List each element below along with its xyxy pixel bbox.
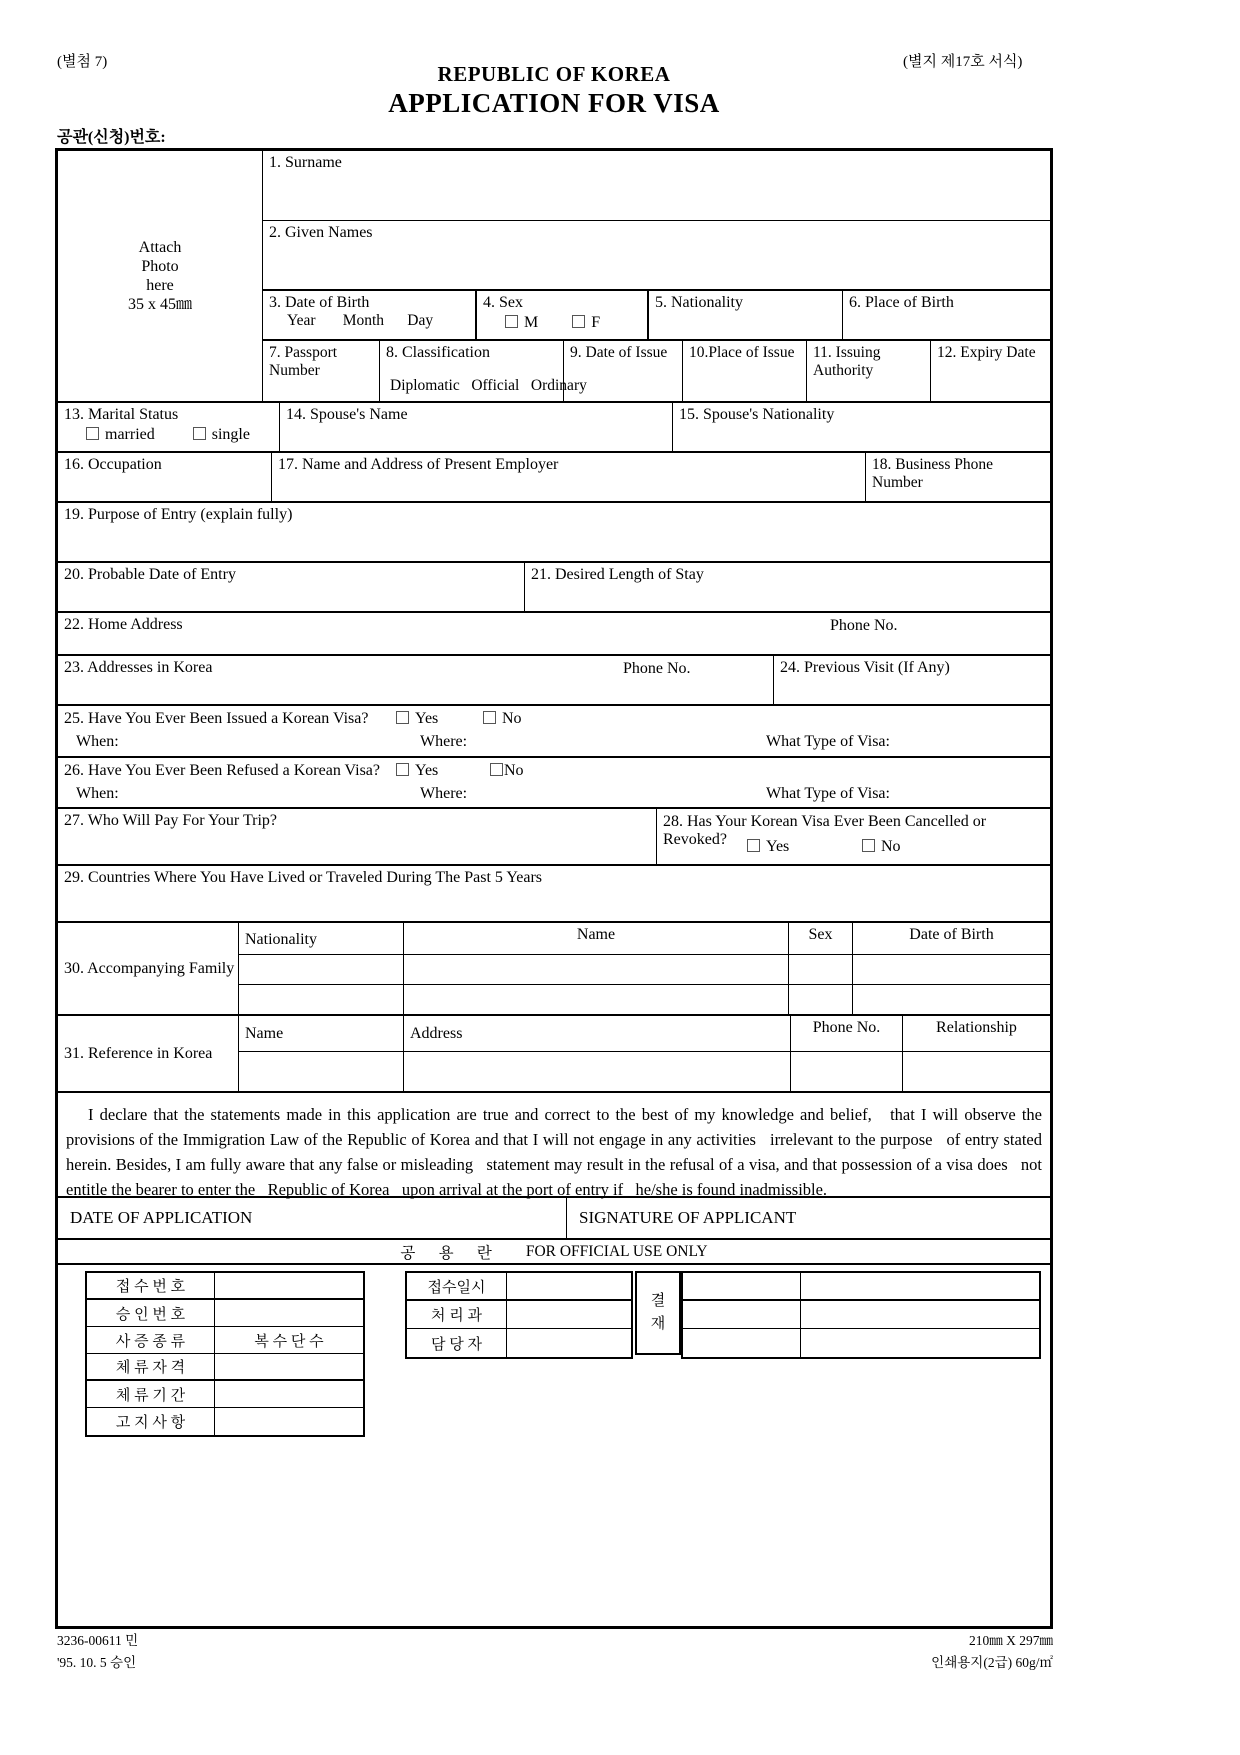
approval-grid-cell[interactable]: [801, 1301, 1039, 1328]
business-phone-label: 18. Business Phone Number: [872, 456, 993, 491]
date-of-issue-label: 9. Date of Issue: [570, 344, 668, 361]
official-use-header: [58, 1240, 1050, 1265]
approval-number-label: 승 인 번 호: [87, 1300, 215, 1326]
countries-lived-label: 29. Countries Where You Have Lived or Traveled During The Past 5 Years: [64, 869, 543, 886]
column-header: Name: [245, 1025, 284, 1042]
korea-phone-label: Phone No.: [623, 660, 691, 677]
home-phone-label: Phone No.: [830, 617, 898, 634]
approval-grid-cell[interactable]: [683, 1273, 801, 1299]
purpose-of-entry-label: 19. Purpose of Entry (explain fully): [64, 506, 293, 523]
issued-type-label: What Type of Visa:: [766, 733, 890, 750]
attachment-note: (별첨 7): [57, 54, 108, 70]
probable-date-of-entry-field[interactable]: [58, 563, 525, 611]
column-header: Name: [576, 926, 616, 943]
yes-label: Yes: [415, 710, 439, 727]
given-names-label: 2. Given Names: [269, 224, 373, 241]
given-names-field[interactable]: [263, 221, 1050, 289]
family-col-name: [404, 923, 789, 954]
accompanying-family-label: 30. Accompanying Family: [64, 959, 235, 977]
spouse-name-field[interactable]: [280, 403, 673, 451]
official-left-table: [85, 1271, 365, 1437]
desired-length-of-stay-field[interactable]: [525, 563, 1050, 611]
married-label: married: [105, 426, 155, 443]
visa-issued-label: 25. Have You Ever Been Issued a Korean Visa?: [64, 710, 369, 727]
single-label: single: [211, 426, 250, 443]
reference-row-cell[interactable]: [239, 1052, 404, 1091]
refused-when-label: When:: [76, 785, 119, 802]
column-header: Address: [410, 1025, 463, 1042]
form-code: 3236-00611 민: [57, 1633, 139, 1648]
refused-type-label: What Type of Visa:: [766, 785, 890, 802]
probable-date-of-entry-label: 20. Probable Date of Entry: [64, 566, 236, 583]
receipt-number-label: 접 수 번 호: [87, 1273, 215, 1298]
no-label: No: [502, 710, 522, 727]
marital-status-field: [58, 403, 280, 451]
refused-where-label: Where:: [420, 785, 468, 802]
paper-spec-block: [700, 1630, 1053, 1674]
yes-label: Yes: [415, 762, 439, 779]
approval-grid-cell[interactable]: [801, 1329, 1039, 1357]
checkbox-cancelled-no[interactable]: [862, 838, 901, 856]
date-of-application-label: DATE OF APPLICATION: [70, 1208, 253, 1227]
reference-row-cell[interactable]: [404, 1052, 791, 1091]
approval-date: '95. 10. 5 승인: [57, 1655, 137, 1670]
visa-cancelled-label: 28. Has Your Korean Visa Ever Been Cancelled or Revoked?: [663, 813, 987, 848]
family-col-nationality: [239, 923, 404, 954]
period-of-stay-label: 체 류 기 간: [87, 1381, 215, 1407]
previous-visit-field[interactable]: [774, 656, 1050, 704]
countries-lived-field[interactable]: [58, 866, 1050, 921]
notice-cell[interactable]: [215, 1408, 363, 1435]
marital-status-label: 13. Marital Status: [64, 406, 179, 423]
previous-visit-label: 24. Previous Visit (If Any): [780, 659, 950, 676]
reference-col-address: [404, 1016, 791, 1051]
signature-field[interactable]: [567, 1198, 1050, 1238]
checkbox-married[interactable]: [86, 426, 155, 444]
family-row-cell[interactable]: [239, 955, 404, 984]
paper-grade: 인쇄용지(2급) 60g/㎡: [931, 1655, 1053, 1670]
classification-options: Diplomatic Official Ordinary: [390, 377, 587, 394]
surname-label: 1. Surname: [269, 154, 342, 171]
family-row-cell[interactable]: [404, 955, 789, 984]
family-row-cell[interactable]: [789, 955, 853, 984]
column-header: Sex: [808, 926, 833, 943]
passport-number-label: 7. Passport Number: [269, 344, 338, 379]
checkbox-icon: [490, 763, 503, 776]
spouse-nationality-label: 15. Spouse's Nationality: [679, 406, 835, 423]
sex-label: 4. Sex: [483, 294, 523, 311]
sex-male-label: M: [524, 314, 539, 331]
issuing-authority-label: 11. Issuing Authority: [813, 344, 881, 379]
place-of-issue-label: 10.Place of Issue: [689, 344, 795, 361]
approval-char: 재: [650, 1316, 666, 1332]
addresses-in-korea-field[interactable]: [58, 656, 774, 704]
desired-length-of-stay-label: 21. Desired Length of Stay: [531, 566, 704, 583]
receipt-number-cell[interactable]: [215, 1273, 363, 1298]
expiry-date-field[interactable]: [931, 341, 1050, 401]
checkbox-issued-no[interactable]: [483, 710, 522, 728]
approval-char: 결: [650, 1293, 666, 1309]
receipt-datetime-cell[interactable]: [507, 1273, 631, 1299]
identity-block: [58, 151, 1050, 403]
place-of-birth-field[interactable]: [843, 291, 1050, 339]
place-of-birth-label: 6. Place of Birth: [849, 294, 954, 311]
visa-cancelled-field: [657, 809, 1050, 864]
official-middle-table: [405, 1271, 633, 1359]
photo-line: Photo: [141, 258, 179, 275]
receipt-datetime-label: 접수일시: [407, 1273, 507, 1299]
visa-type-cell[interactable]: 복 수 단 수: [254, 1333, 324, 1350]
checkbox-refused-yes[interactable]: [396, 762, 438, 780]
date-of-issue-field[interactable]: [564, 341, 683, 401]
family-col-dob: [853, 923, 1050, 954]
reference-col-phone: [791, 1016, 903, 1051]
family-row-cell[interactable]: [404, 985, 789, 1014]
family-row-cell[interactable]: [789, 985, 853, 1014]
place-of-issue-field[interactable]: [683, 341, 807, 401]
checkbox-icon: [572, 315, 585, 328]
family-col-sex: [789, 923, 853, 954]
reference-in-korea-label-cell: [58, 1016, 239, 1091]
home-address-field[interactable]: [58, 613, 1050, 654]
date-of-application-field[interactable]: [58, 1198, 567, 1238]
date-of-birth-field[interactable]: [263, 291, 477, 339]
checkbox-sex-male[interactable]: [505, 314, 538, 332]
visa-refused-field: [58, 758, 1050, 807]
who-will-pay-field[interactable]: [58, 809, 657, 864]
signature-label: SIGNATURE OF APPLICANT: [579, 1208, 797, 1227]
issued-where-label: Where:: [420, 733, 468, 750]
form-title: [55, 62, 1053, 119]
checkbox-issued-yes[interactable]: [396, 710, 438, 728]
approval-stamp-label: [635, 1271, 681, 1355]
checkbox-icon: [396, 763, 409, 776]
sex-female-label: F: [591, 314, 601, 331]
home-address-label: 22. Home Address: [64, 616, 183, 633]
reference-row-cell[interactable]: [903, 1052, 1050, 1091]
issued-when-label: When:: [76, 733, 119, 750]
column-header: Relationship: [936, 1019, 1017, 1036]
approval-grid-cell[interactable]: [683, 1329, 801, 1357]
passport-number-field[interactable]: [263, 341, 380, 401]
checkbox-single[interactable]: [193, 426, 250, 444]
processing-dept-cell[interactable]: [507, 1301, 631, 1328]
checkbox-icon: [862, 839, 875, 852]
checkbox-icon: [193, 427, 206, 440]
surname-field[interactable]: [263, 151, 1050, 220]
declaration-text: I declare that the statements made in this application are true and correct to the best of my knowledge and belief, that I will observe the provisions of the Immigration Law of the Republic of Korea and that I will not engage in any activities irrelevant to the purpose of entry stated herein. Besides, I am fully aware that any false or misleading statement may result in the refusal of a visa, and that possession of a visa does not entitle the bearer to enter the Republic of Korea upon arrival at the port of entry if he/she is found inadmissible.: [58, 1093, 1050, 1198]
application-table: [55, 148, 1053, 1629]
no-label: No: [881, 838, 901, 855]
classification-field[interactable]: [380, 341, 587, 401]
who-will-pay-label: 27. Who Will Pay For Your Trip?: [64, 812, 278, 829]
column-header: Nationality: [245, 931, 317, 948]
expiry-date-label: 12. Expiry Date: [937, 344, 1036, 361]
officer-in-charge-label: 담 당 자: [407, 1329, 507, 1357]
photo-line: Attach: [138, 239, 182, 256]
photo-attachment-area[interactable]: [58, 151, 263, 401]
checkbox-refused-no[interactable]: [490, 762, 524, 780]
checkbox-icon: [483, 711, 496, 724]
date-of-birth-parts: Year Month Day: [287, 312, 434, 329]
classification-label: 8. Classification: [386, 344, 490, 361]
sex-field: [477, 291, 649, 339]
approval-grid-cell[interactable]: [683, 1301, 801, 1328]
checkbox-icon: [505, 315, 518, 328]
reference-col-relationship: [903, 1016, 1050, 1051]
checkbox-icon: [747, 839, 760, 852]
yes-label: Yes: [766, 838, 790, 855]
officer-in-charge-cell[interactable]: [507, 1329, 631, 1357]
checkbox-icon: [396, 711, 409, 724]
approval-number-cell[interactable]: [215, 1300, 363, 1326]
checkbox-sex-female[interactable]: [572, 314, 600, 332]
date-of-birth-label: 3. Date of Birth: [269, 294, 370, 311]
paper-size: 210㎜ X 297㎜: [969, 1633, 1053, 1648]
addresses-in-korea-label: 23. Addresses in Korea: [64, 659, 213, 676]
spouse-nationality-field[interactable]: [673, 403, 1050, 451]
checkbox-cancelled-yes[interactable]: [747, 838, 789, 856]
photo-size: 35 x 45㎜: [127, 296, 192, 313]
reference-in-korea-label: 31. Reference in Korea: [64, 1044, 213, 1062]
status-of-stay-label: 체 류 자 격: [87, 1354, 215, 1379]
no-label: No: [504, 762, 524, 779]
photo-line: here: [146, 277, 174, 294]
nationality-field[interactable]: [649, 291, 843, 339]
title-country: REPUBLIC OF KOREA: [437, 62, 671, 86]
reference-row-cell[interactable]: [791, 1052, 903, 1091]
processing-dept-label: 처 리 과: [407, 1301, 507, 1328]
purpose-of-entry-field[interactable]: [58, 503, 1050, 561]
period-of-stay-cell[interactable]: [215, 1381, 363, 1407]
official-use-area: [58, 1265, 1050, 1626]
business-phone-field[interactable]: [866, 453, 1050, 501]
spouse-name-label: 14. Spouse's Name: [286, 406, 408, 423]
notice-label: 고 지 사 항: [87, 1408, 215, 1435]
approval-grid-cell[interactable]: [801, 1273, 1039, 1299]
status-of-stay-cell[interactable]: [215, 1354, 363, 1379]
title-application: APPLICATION FOR VISA: [388, 88, 720, 118]
occupation-field[interactable]: [58, 453, 272, 501]
occupation-label: 16. Occupation: [64, 456, 162, 473]
form-number-note: (별지 제17호 서식): [903, 54, 1023, 70]
employer-label: 17. Name and Address of Present Employer: [278, 456, 559, 473]
family-row-cell[interactable]: [853, 955, 1050, 984]
checkbox-icon: [86, 427, 99, 440]
form-code-block: [57, 1630, 138, 1674]
visa-type-label: 사 증 종 류: [87, 1327, 215, 1353]
accompanying-family-label-cell: [58, 923, 239, 1014]
approval-signature-grid: [681, 1271, 1041, 1359]
family-row-cell[interactable]: [853, 985, 1050, 1014]
mission-application-number-label: 공관(신청)번호:: [57, 129, 166, 146]
official-use-header-en: FOR OFFICIAL USE ONLY: [525, 1242, 708, 1260]
visa-issued-field: [58, 706, 1050, 756]
employer-field[interactable]: [272, 453, 866, 501]
column-header: Phone No.: [812, 1019, 881, 1036]
column-header: Date of Birth: [909, 926, 994, 943]
issuing-authority-field[interactable]: [807, 341, 931, 401]
visa-refused-label: 26. Have You Ever Been Refused a Korean Visa?: [64, 762, 380, 779]
family-row-cell[interactable]: [239, 985, 404, 1014]
official-use-header-kr: 공 용 란: [400, 1244, 492, 1262]
reference-col-name: [239, 1016, 404, 1051]
nationality-label: 5. Nationality: [655, 294, 743, 311]
